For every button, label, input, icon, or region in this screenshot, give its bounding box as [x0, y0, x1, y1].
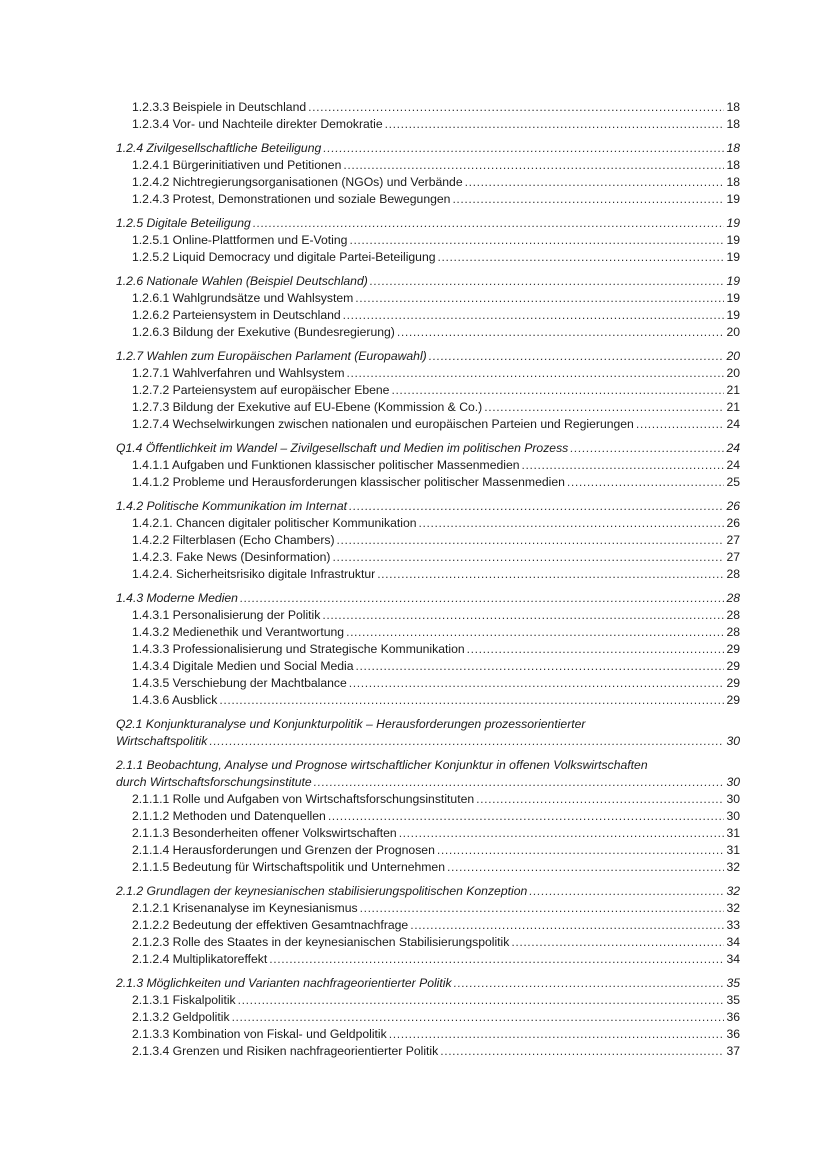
toc-page-number: 26: [726, 499, 740, 513]
toc-heading-entry[interactable]: [116, 774, 740, 791]
toc-entry-title: 2.1.1.5 Bedeutung für Wirtschaftspolitik und Unternehmen: [132, 860, 445, 874]
dot-leader: [349, 675, 725, 692]
toc-page-number: 18: [726, 158, 740, 172]
toc-entry-title: 1.4.2.3. Fake News (Desinformation): [132, 550, 331, 564]
dot-leader: [370, 273, 725, 290]
toc-entry[interactable]: [116, 675, 740, 692]
dot-leader: [346, 624, 724, 641]
dot-leader: [269, 951, 724, 968]
toc-entry-title: 1.2.4 Zivilgesellschaftliche Beteiligung: [116, 141, 322, 155]
toc-entry[interactable]: [116, 934, 740, 951]
toc-entry[interactable]: [116, 951, 740, 968]
toc-entry-title: 1.2.7.4 Wechselwirkungen zwischen nationalen und europäischen Parteien und Regierungen: [132, 417, 634, 431]
toc-page-number: 20: [726, 325, 740, 339]
toc-entry[interactable]: [116, 290, 740, 307]
toc-entry-title: 1.2.4.3 Protest, Demonstrationen und soziale Bewegungen: [132, 192, 451, 206]
toc-page-number: 28: [726, 567, 740, 581]
toc-page-number: 32: [726, 884, 740, 898]
toc-entry[interactable]: [116, 99, 740, 116]
toc-page-number: 28: [726, 591, 740, 605]
dot-leader: [314, 774, 725, 791]
toc-entry-title: 1.4.3.5 Verschiebung der Machtbalance: [132, 676, 347, 690]
toc-entry[interactable]: [116, 549, 740, 566]
toc-entry-title: 1.4.3.6 Ausblick: [132, 693, 218, 707]
dot-leader: [232, 1009, 725, 1026]
toc-page-number: 18: [726, 117, 740, 131]
toc-page-number: 37: [726, 1044, 740, 1058]
dot-leader: [238, 992, 725, 1009]
dot-leader: [419, 515, 725, 532]
toc-entry-title: 1.4.3.1 Personalisierung der Politik: [132, 608, 321, 622]
toc-entry[interactable]: [116, 566, 740, 583]
dot-leader: [337, 532, 725, 549]
toc-entry[interactable]: [116, 116, 740, 133]
toc-entry-title: 2.1.2.3 Rolle des Staates in der keynesianischen Stabilisierungspolitik: [132, 935, 510, 949]
toc-entry-title: 2.1.1.2 Methoden und Datenquellen: [132, 809, 326, 823]
toc-entry-title: 1.2.7.2 Parteiensystem auf europäischer Ebene: [132, 383, 390, 397]
toc-entry-title: 1.4.2.2 Filterblasen (Echo Chambers): [132, 533, 335, 547]
toc-section: [116, 140, 740, 208]
toc-page-number: 32: [726, 860, 740, 874]
toc-entry[interactable]: [116, 842, 740, 859]
toc-entry[interactable]: [116, 174, 740, 191]
toc-entry[interactable]: [116, 457, 740, 474]
toc-entry-title: 2.1.3.1 Fiskalpolitik: [132, 993, 236, 1007]
toc-page-number: 21: [726, 383, 740, 397]
toc-entry[interactable]: [116, 900, 740, 917]
dot-leader: [346, 365, 724, 382]
toc-page-number: 28: [726, 625, 740, 639]
dot-leader: [343, 157, 724, 174]
toc-entry-title: 2.1.3.4 Grenzen und Risiken nachfrageorientierter Politik: [132, 1044, 439, 1058]
toc-entry-title: 2.1.3.2 Geldpolitik: [132, 1010, 230, 1024]
toc-entry-title: 1.2.6.3 Bildung der Exekutive (Bundesregierung): [132, 325, 395, 339]
toc-entry[interactable]: [116, 474, 740, 491]
dot-leader: [567, 474, 725, 491]
toc-page-number: 19: [726, 216, 740, 230]
toc-entry-title: 1.4.2 Politische Kommunikation im Internat: [116, 499, 347, 513]
toc-entry-title: 2.1.1.4 Herausforderungen und Grenzen der Prognosen: [132, 843, 435, 857]
toc-entry-title: 1.2.6.2 Parteiensystem in Deutschland: [132, 308, 341, 322]
dot-leader: [529, 883, 724, 900]
toc-page-number: 36: [726, 1010, 740, 1024]
toc-entry[interactable]: [116, 1026, 740, 1043]
dot-leader: [429, 348, 725, 365]
toc-entry-title: 1.2.5.2 Liquid Democracy und digitale Partei-Beteiligung: [132, 250, 436, 264]
toc-entry[interactable]: [116, 1043, 740, 1060]
toc-page-number: 30: [726, 734, 740, 748]
toc-entry[interactable]: [116, 607, 740, 624]
toc-page-number: 31: [726, 826, 740, 840]
toc-page-number: 34: [726, 935, 740, 949]
toc-heading-text[interactable]: 2.1.1 Beobachtung, Analyse und Prognose wirtschaftlicher Konjunktur in offenen Volkswirtschaften: [116, 758, 648, 772]
toc-entry[interactable]: [116, 532, 740, 549]
toc-entry-title: 2.1.1.1 Rolle und Aufgaben von Wirtschaftsforschungsinstituten: [132, 792, 475, 806]
toc-page-number: 26: [726, 516, 740, 530]
toc-page-number: 18: [726, 141, 740, 155]
toc-entry-title: 1.4.3 Moderne Medien: [116, 591, 238, 605]
toc-entry-title: 1.2.3.4 Vor- und Nachteile direkter Demokratie: [132, 117, 383, 131]
toc-entry-title: 1.2.7.3 Bildung der Exekutive auf EU-Ebene (Kommission & Co.): [132, 400, 483, 414]
toc-entry[interactable]: [116, 399, 740, 416]
toc-heading-entry[interactable]: [116, 590, 740, 607]
dot-leader: [323, 140, 724, 157]
dot-leader: [438, 249, 725, 266]
toc-entry[interactable]: [116, 808, 740, 825]
dot-leader: [410, 917, 724, 934]
toc-entry[interactable]: [116, 416, 740, 433]
toc-page-number: 30: [726, 809, 740, 823]
toc-entry-title: 2.1.2.4 Multiplikatoreffekt: [132, 952, 268, 966]
dot-leader: [437, 842, 725, 859]
toc-page-number: 29: [726, 693, 740, 707]
dot-leader: [440, 1043, 724, 1060]
toc-section: [116, 99, 740, 133]
toc-section: [116, 883, 740, 968]
toc-entry[interactable]: [116, 917, 740, 934]
toc-entry[interactable]: [116, 1009, 740, 1026]
toc-entry-title: 1.4.1.1 Aufgaben und Funktionen klassischer politischer Massenmedien: [132, 458, 520, 472]
toc-entry-title: 1.2.5.1 Online-Plattformen und E-Voting: [132, 233, 348, 247]
toc-page-number: 19: [726, 250, 740, 264]
toc-heading-entry[interactable]: [116, 975, 740, 992]
toc-page-number: 29: [726, 659, 740, 673]
toc-entry-title: 1.2.3.3 Beispiele in Deutschland: [132, 100, 307, 114]
toc-page-number: 19: [726, 192, 740, 206]
toc-entry-title: 1.2.4.2 Nichtregierungsorganisationen (NGOs) und Verbände: [132, 175, 463, 189]
toc-page-number: 19: [726, 291, 740, 305]
toc-page-number: 27: [726, 533, 740, 547]
toc-page-number: 20: [726, 349, 740, 363]
toc-entry-title: 2.1.2.1 Krisenanalyse im Keynesianismus: [132, 901, 358, 915]
toc-heading-entry[interactable]: [116, 348, 740, 365]
toc-entry[interactable]: [116, 307, 740, 324]
toc-page-number: 30: [726, 775, 740, 789]
dot-leader: [328, 808, 725, 825]
dot-leader: [355, 290, 724, 307]
toc-entry[interactable]: [116, 365, 740, 382]
toc-entry-title: 1.2.5 Digitale Beteiligung: [116, 216, 251, 230]
dot-leader: [522, 457, 725, 474]
toc-page-number: 21: [726, 400, 740, 414]
toc-page-number: 18: [726, 175, 740, 189]
toc-section: [116, 590, 740, 709]
dot-leader: [399, 825, 725, 842]
dot-leader: [476, 791, 724, 808]
toc-entry[interactable]: [116, 324, 740, 341]
dot-leader: [385, 116, 725, 133]
dot-leader: [360, 900, 725, 917]
toc-page-number: 24: [726, 441, 740, 455]
dot-leader: [467, 641, 725, 658]
toc-heading-entry[interactable]: [116, 440, 740, 457]
toc-entry[interactable]: [116, 641, 740, 658]
toc-entry-title: 1.2.7 Wahlen zum Europäischen Parlament (Europawahl): [116, 349, 427, 363]
toc-entry[interactable]: [116, 382, 740, 399]
dot-leader: [253, 215, 725, 232]
toc-page-number: 32: [726, 901, 740, 915]
toc-entry[interactable]: [116, 515, 740, 532]
toc-entry-title: 2.1.1.3 Besonderheiten offener Volkswirtschaften: [132, 826, 397, 840]
toc-entry-title: 1.2.6 Nationale Wahlen (Beispiel Deutschland): [116, 274, 368, 288]
toc-entry[interactable]: [116, 658, 740, 675]
toc-heading-entry[interactable]: [116, 273, 740, 290]
toc-page-number: 36: [726, 1027, 740, 1041]
toc-entry[interactable]: [116, 191, 740, 208]
toc-entry-title: 1.4.3.4 Digitale Medien und Social Media: [132, 659, 354, 673]
toc-entry-title: Q1.4 Öffentlichkeit im Wandel – Zivilgesellschaft und Medien im politischen Prozess: [116, 441, 569, 455]
toc-heading-entry[interactable]: [116, 140, 740, 157]
toc-entry-title: 1.2.6.1 Wahlgrundsätze und Wahlsystem: [132, 291, 354, 305]
toc-entry[interactable]: [116, 249, 740, 266]
toc-entry[interactable]: [116, 859, 740, 876]
toc-page-number: 19: [726, 308, 740, 322]
toc-entry-title: Wirtschaftspolitik: [116, 734, 208, 748]
toc-entry[interactable]: [116, 692, 740, 709]
toc-entry-title: 1.2.7.1 Wahlverfahren und Wahlsystem: [132, 366, 345, 380]
toc-section: [116, 498, 740, 583]
toc-section: [116, 348, 740, 433]
toc-page-number: 35: [726, 976, 740, 990]
toc-page-number: 24: [726, 458, 740, 472]
dot-leader: [391, 382, 724, 399]
toc-section: [116, 757, 740, 876]
toc-section: [116, 716, 740, 750]
dot-leader: [349, 232, 724, 249]
toc-entry-title: 1.4.1.2 Probleme und Herausforderungen klassischer politischer Massenmedien: [132, 475, 565, 489]
toc-page-number: 30: [726, 792, 740, 806]
dot-leader: [322, 607, 724, 624]
toc-page-number: 25: [726, 475, 740, 489]
dot-leader: [377, 566, 724, 583]
toc-entry-title: 1.4.3.2 Medienethik und Verantwortung: [132, 625, 345, 639]
toc-entry-title: 2.1.3.3 Kombination von Fiskal- und Geldpolitik: [132, 1027, 387, 1041]
toc-page-number: 28: [726, 608, 740, 622]
toc-page-number: 34: [726, 952, 740, 966]
toc-section: [116, 273, 740, 341]
dot-leader: [511, 934, 724, 951]
toc-heading-entry[interactable]: [116, 215, 740, 232]
dot-leader: [452, 191, 724, 208]
toc-entry-title: 1.4.2.4. Sicherheitsrisiko digitale Infrastruktur: [132, 567, 376, 581]
toc-page-number: 31: [726, 843, 740, 857]
toc-heading-text[interactable]: Q2.1 Konjunkturanalyse und Konjunkturpolitik – Herausforderungen prozessorientierter: [116, 717, 586, 731]
toc-heading-entry[interactable]: [116, 733, 740, 750]
toc-page-number: 29: [726, 642, 740, 656]
toc-entry-title: 2.1.3 Möglichkeiten und Varianten nachfrageorientierter Politik: [116, 976, 452, 990]
table-of-contents: [116, 99, 740, 1067]
dot-leader: [636, 416, 725, 433]
toc-page-number: 19: [726, 274, 740, 288]
dot-leader: [209, 733, 724, 750]
toc-section: [116, 215, 740, 266]
toc-entry[interactable]: [116, 992, 740, 1009]
dot-leader: [356, 658, 725, 675]
dot-leader: [308, 99, 724, 116]
toc-entry-title: 1.2.4.1 Bürgerinitiativen und Petitionen: [132, 158, 342, 172]
toc-entry-title: 2.1.2 Grundlagen der keynesianischen stabilisierungspolitischen Konzeption: [116, 884, 528, 898]
dot-leader: [484, 399, 724, 416]
toc-page-number: 35: [726, 993, 740, 1007]
toc-heading-entry[interactable]: [116, 883, 740, 900]
toc-entry-title: 1.4.3.3 Professionalisierung und Strategische Kommunikation: [132, 642, 465, 656]
toc-page-number: 19: [726, 233, 740, 247]
dot-leader: [454, 975, 725, 992]
toc-section: [116, 440, 740, 491]
dot-leader: [447, 859, 724, 876]
dot-leader: [389, 1026, 725, 1043]
dot-leader: [332, 549, 724, 566]
toc-entry[interactable]: [116, 825, 740, 842]
dot-leader: [343, 307, 725, 324]
toc-entry[interactable]: [116, 157, 740, 174]
toc-entry[interactable]: [116, 791, 740, 808]
toc-entry-title: 1.4.2.1. Chancen digitaler politischer Kommunikation: [132, 516, 417, 530]
dot-leader: [397, 324, 725, 341]
toc-page-number: 18: [726, 100, 740, 114]
toc-entry[interactable]: [116, 232, 740, 249]
dot-leader: [219, 692, 724, 709]
dot-leader: [465, 174, 725, 191]
toc-page-number: 33: [726, 918, 740, 932]
dot-leader: [240, 590, 724, 607]
dot-leader: [349, 498, 724, 515]
toc-entry[interactable]: [116, 624, 740, 641]
toc-section: [116, 975, 740, 1060]
toc-page-number: 29: [726, 676, 740, 690]
toc-entry-title: 2.1.2.2 Bedeutung der effektiven Gesamtnachfrage: [132, 918, 409, 932]
toc-heading-entry[interactable]: [116, 498, 740, 515]
toc-page-number: 20: [726, 366, 740, 380]
toc-page-number: 27: [726, 550, 740, 564]
toc-page-number: 24: [726, 417, 740, 431]
toc-entry-title: durch Wirtschaftsforschungsinstitute: [116, 775, 312, 789]
dot-leader: [570, 440, 724, 457]
